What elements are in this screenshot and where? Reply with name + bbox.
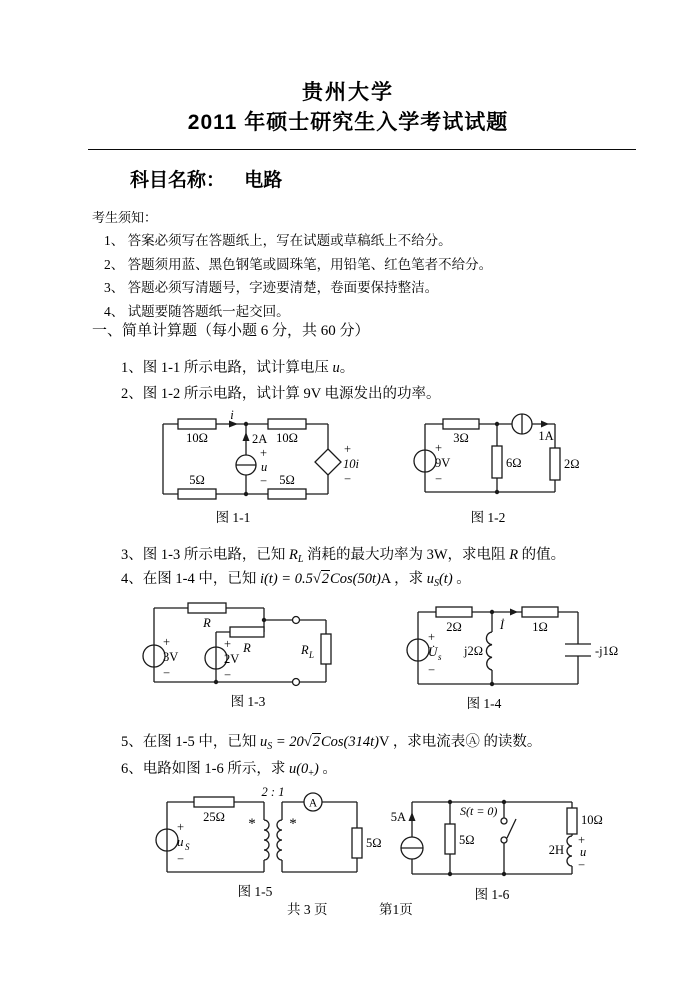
- current-source-arrow: [243, 432, 250, 441]
- q4-mid: ，求: [390, 571, 427, 587]
- voltage-u-label: u: [261, 460, 268, 474]
- resistor-2ohm: [550, 448, 560, 480]
- resistor-25ohm: [194, 797, 234, 807]
- q6-end: 。: [318, 761, 337, 777]
- node-dot: [448, 800, 452, 804]
- ammeter-symbol: Ⓐ: [465, 734, 480, 750]
- q5-var-us-sub: S: [267, 741, 273, 752]
- q4-unit: A: [380, 571, 391, 587]
- resistor-6ohm: [492, 446, 502, 478]
- current-source: [512, 414, 532, 434]
- resistor-label: 6Ω: [506, 456, 522, 470]
- q3-var-rl-sub: L: [297, 554, 304, 565]
- section-title: 一、简单计算题（每小题 6 分，共 60 分）: [92, 323, 370, 339]
- plus-sign: +: [163, 635, 171, 649]
- q4-radicand: 2: [321, 571, 330, 587]
- resistor-bottom-right: [268, 489, 306, 499]
- question-2: 2、图 1-2 所示电路，试计算 9V 电源发出的功率。: [121, 386, 441, 402]
- q5-eq: = 20: [272, 734, 304, 750]
- resistor-1ohm: [522, 607, 558, 617]
- current-i-label: i: [230, 408, 234, 422]
- node-dot: [490, 610, 494, 614]
- resistor-2ohm: [436, 607, 472, 617]
- footer-page-number: 第1页: [379, 902, 413, 917]
- inductor-label: 2H: [548, 843, 564, 857]
- resistor-r-mid: [230, 627, 264, 637]
- wires: [167, 802, 357, 872]
- resistor-label: R: [203, 616, 211, 630]
- q3-end: 的值。: [518, 547, 566, 563]
- figure-1-3-circuit: [136, 596, 371, 694]
- current-arrow: [409, 812, 416, 821]
- title-divider: [88, 149, 636, 150]
- voltage-u-label: u: [580, 845, 587, 859]
- resistor-bottom-left: [178, 489, 216, 499]
- resistor-label: 3Ω: [453, 431, 469, 445]
- plus-sign: +: [177, 820, 185, 834]
- dependent-source-label: 10i: [343, 457, 359, 471]
- minus-sign: −: [163, 666, 171, 680]
- resistor-label: 10Ω: [186, 431, 208, 445]
- q3-text: 3、图 1-3 所示电路，已知: [121, 547, 289, 563]
- voltage-source: [156, 829, 178, 851]
- inductor-label: j2Ω: [463, 644, 483, 658]
- source-label: 9V: [435, 456, 451, 470]
- plus-sign: +: [578, 833, 586, 847]
- q6-text: 6、电路如图 1-6 所示，求: [121, 761, 289, 777]
- voltage-source: [407, 639, 429, 661]
- q3-var-r: R: [509, 547, 519, 563]
- plus-sign: +: [260, 446, 268, 460]
- subject-label: 科目名称：: [130, 170, 226, 191]
- sqrt-sign: √: [312, 571, 321, 587]
- node-dot: [495, 422, 499, 426]
- figure-1-1-circuit: [148, 410, 363, 502]
- source-label: 3V: [163, 650, 179, 664]
- subject-value: 电路: [244, 170, 283, 191]
- q4-var-u: u: [426, 571, 434, 587]
- source-label: u: [177, 834, 184, 849]
- switch: [501, 818, 516, 843]
- dot-mark-secondary: *: [289, 816, 297, 832]
- terminal-top: [293, 617, 300, 624]
- current-source: [236, 455, 256, 475]
- question-4: [121, 567, 471, 589]
- figure-1-1-caption: 图 1-1: [215, 510, 251, 525]
- plus-sign: +: [435, 441, 443, 455]
- resistor-label: 2Ω: [446, 620, 462, 634]
- resistor-10ohm: [567, 808, 577, 834]
- plus-sign: +: [428, 630, 436, 644]
- voltage-source-3v: [143, 645, 165, 667]
- source-label: U̇: [428, 644, 438, 659]
- resistor-label: 5Ω: [459, 833, 475, 847]
- node-dot: [502, 872, 506, 876]
- q5-text: 5、在图 1-5 中，已知: [121, 734, 260, 750]
- q5-var-us: u: [259, 734, 268, 750]
- minus-sign: −: [428, 663, 436, 677]
- subject-line: [130, 165, 282, 192]
- university-title: 贵州大学: [302, 81, 394, 104]
- q5-mid: ，求电流表: [389, 734, 466, 750]
- q6-var-u: u(0: [288, 761, 309, 777]
- q4-var-u-sub: S: [433, 578, 439, 589]
- notice-item-1: 1、 答案必须写在答题纸上，写在试题或草稿纸上不给分。: [104, 233, 452, 248]
- figure-1-6-caption: 图 1-6: [474, 887, 510, 902]
- figure-1-6-circuit: [392, 788, 617, 884]
- ammeter-label: A: [308, 797, 318, 810]
- q3-var-rl: R: [288, 547, 298, 563]
- q4-eq: i(t) = 0.5: [259, 571, 313, 587]
- terminal-bottom: [293, 679, 300, 686]
- wires: [418, 612, 578, 684]
- q6-var-u-sub: +: [308, 768, 314, 779]
- resistor-label: 25Ω: [203, 810, 225, 824]
- plus-sign: +: [344, 442, 352, 456]
- q4-text: 4、在图 1-4 中，已知: [121, 571, 260, 587]
- capacitor: [565, 644, 591, 656]
- resistor-label: 2Ω: [564, 457, 580, 471]
- resistor-label: 5Ω: [189, 473, 205, 487]
- resistor-label: R: [243, 641, 251, 655]
- current-label: 1A: [538, 429, 554, 443]
- turns-ratio-label: 2 : 1: [261, 785, 285, 799]
- current-arrow: [510, 609, 518, 616]
- resistor-5ohm: [445, 824, 455, 854]
- notice-title: 考生须知：: [92, 210, 158, 225]
- resistor-3ohm: [443, 419, 479, 429]
- minus-sign: −: [344, 472, 352, 486]
- plus-sign: +: [224, 637, 232, 651]
- resistor-r-top: [188, 603, 226, 613]
- current-source: [401, 837, 423, 859]
- inductor-coil: [567, 836, 572, 866]
- q5-radicand: 2: [312, 734, 320, 750]
- node-dot: [495, 490, 499, 494]
- load-label: R: [301, 643, 309, 657]
- resistor-top-right: [268, 419, 306, 429]
- node-dot: [448, 872, 452, 876]
- q4-eq2: Cos(50t): [330, 571, 381, 587]
- current-arrow: [541, 421, 549, 428]
- load-label-sub: L: [309, 650, 315, 660]
- resistor-label: 10Ω: [276, 431, 298, 445]
- exam-title: 2011 年硕士研究生入学考试试题: [187, 111, 509, 134]
- voltage-source: [414, 450, 436, 472]
- q1-var: u: [332, 360, 340, 376]
- source-label: 2V: [224, 652, 240, 666]
- q1-text: 1、图 1-1 所示电路，试计算电压: [121, 360, 333, 376]
- question-6: [121, 757, 337, 779]
- dot-mark-primary: *: [248, 816, 256, 832]
- notice-item-4: 4、 试题要随答题纸一起交回。: [104, 304, 290, 319]
- node-dot: [244, 492, 248, 496]
- transformer-primary-coil: [264, 820, 269, 860]
- question-3: [121, 543, 565, 565]
- transformer-secondary-coil: [277, 820, 282, 860]
- node-dot: [214, 680, 218, 684]
- current-source-label: 2A: [252, 432, 268, 446]
- figure-1-5-caption: 图 1-5: [237, 884, 273, 899]
- current-label: İ: [499, 618, 505, 632]
- q1-end: 。: [339, 360, 355, 376]
- resistor-label: 5Ω: [366, 836, 382, 850]
- dependent-source-diamond: [315, 449, 341, 475]
- minus-sign: −: [177, 852, 185, 866]
- minus-sign: −: [578, 858, 586, 872]
- q5-eq2: Cos(314t): [320, 734, 379, 750]
- figure-1-4-circuit: [400, 598, 620, 694]
- sqrt-sign: √: [303, 734, 312, 750]
- figure-1-3-caption: 图 1-3: [230, 694, 266, 709]
- node-dot: [244, 422, 248, 426]
- node-dot: [262, 618, 266, 622]
- source-label-sub: S: [185, 842, 190, 852]
- minus-sign: −: [435, 472, 443, 486]
- node-dot: [490, 682, 494, 686]
- switch-label: S(t = 0): [460, 804, 498, 818]
- figure-1-2-caption: 图 1-2: [470, 510, 506, 525]
- capacitor-label: -j1Ω: [595, 644, 619, 658]
- resistor-label: 5Ω: [279, 473, 295, 487]
- resistor-5ohm: [352, 828, 362, 858]
- q6-tail: ): [313, 761, 319, 777]
- resistor-label: 1Ω: [532, 620, 548, 634]
- minus-sign: −: [260, 474, 268, 488]
- q4-end: 。: [452, 571, 471, 587]
- resistor-top-left: [178, 419, 216, 429]
- load-resistor: [321, 634, 331, 664]
- node-dot: [502, 800, 506, 804]
- figure-1-5-circuit: [152, 786, 382, 884]
- q5-end: 的读数。: [479, 734, 542, 750]
- source-label-sub: s: [438, 652, 442, 662]
- inductor-coil: [486, 632, 492, 670]
- resistor-label: 10Ω: [581, 813, 603, 827]
- q3-mid: 消耗的最大功率为 3W，求电阻: [303, 547, 510, 563]
- minus-sign: −: [224, 668, 232, 682]
- notice-item-2: 2、 答题须用蓝、黑色钢笔或圆珠笔，用铅笔、红色笔者不给分。: [104, 257, 493, 272]
- figure-1-4-caption: 图 1-4: [466, 696, 502, 711]
- figure-1-2-circuit: [405, 406, 590, 502]
- notice-item-3: 3、 答题必须写清题号，字迹要清楚，卷面要保持整洁。: [104, 280, 439, 295]
- question-1: [121, 356, 354, 377]
- current-label: 5A: [390, 810, 406, 824]
- footer-total-pages: 共 3 页: [287, 902, 328, 917]
- q4-tail: (t): [438, 571, 453, 587]
- q5-unit: V: [378, 734, 390, 750]
- question-5: [121, 730, 541, 752]
